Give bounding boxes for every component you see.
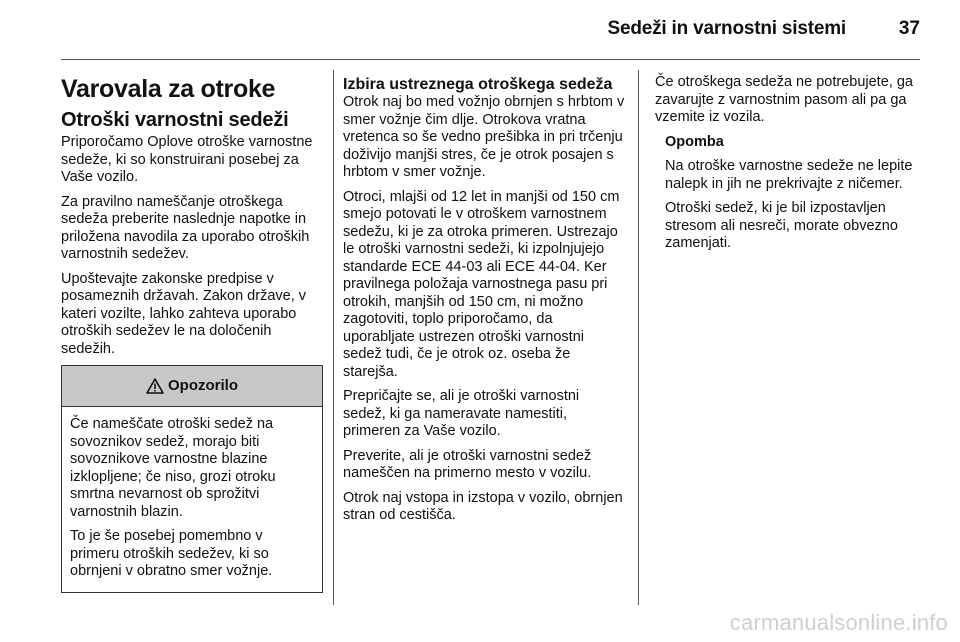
- warning-body: [62, 407, 322, 592]
- body-paragraph: Za pravilno nameščanje otroškega sedeža preberite naslednje napotke in priložena navodila za uporabo otroških varnostnih sedežev.: [61, 193, 310, 262]
- header-divider: [61, 59, 920, 60]
- block-title: Izbira ustreznega otroškega sedeža: [343, 76, 613, 93]
- column-divider: [638, 70, 639, 605]
- body-paragraph: Otrok naj vstopa in izstopa v vozilo, obrnjen stran od cestišča.: [343, 489, 623, 523]
- section-title: Varovala za otroke: [61, 75, 276, 103]
- warning-triangle-icon: [146, 378, 164, 394]
- note-paragraph: Na otroške varnostne sedeže ne lepite nalepk in jih ne prekrivajte z ničemer.: [665, 158, 913, 192]
- note-title: Opomba: [665, 133, 724, 150]
- warning-header: [62, 366, 322, 407]
- body-paragraph: Upoštevajte zakonske predpise v posameznih državah. Zakon države, v kateri vozilte, lahko zahteva uporabo otroških sedežev le na določenih sedežih.: [61, 270, 307, 357]
- page-number: 37: [898, 18, 920, 39]
- column-left: [61, 74, 323, 593]
- body-paragraph: Prepričajte se, ali je otroški varnostni sedež, ki ga nameravate namestiti, primeren za Vaše vozilo.: [343, 388, 580, 439]
- warning-paragraph: To je še posebej pomembno v primeru otroških sedežev, ki so obrnjeni v obratno smer vožnje.: [70, 528, 273, 579]
- column-right: [655, 74, 920, 260]
- watermark: carmanualsonline.info: [729, 610, 948, 635]
- body-paragraph: Otroci, mlajši od 12 let in manjši od 150 cm smejo potovati le v otroškem varnostnem sedežu, ki je za otroka primeren. Ustrezajo le otroški varnostni sedeži, ki izpolnjujejo standarde ECE 44-03 ali ECE 44-04. Ker pravilnega položaja varnostnega pasu pri otrokih, manjših od 150 cm, ni možno zagotoviti, toplo priporočamo, da uporabljate ustrezen otroški varnostni sedež tudi, če je otrok oz. oseba že starejša.: [343, 188, 620, 380]
- body-paragraph: Če otroškega sedeža ne potrebujete, ga zavarujte z varnostnim pasom ali pa ga vzemite iz vozila.: [655, 74, 913, 125]
- column-divider: [333, 70, 334, 605]
- note-block: [655, 134, 920, 253]
- page-header-title: Sedeži in varnostni sistemi: [607, 18, 846, 39]
- body-paragraph: Otrok naj bo med vožnjo obrnjen s hrbtom v smer vožnje čim dlje. Otrokova vratna vretenca so še vedno prešibka in pri trčenju doživijo manjši stres, če je otrok posajen s hrbtom v smer vožnje.: [343, 94, 625, 180]
- note-paragraph: Otroški sedež, ki je bil izpostavljen stresom ali nesreči, morate obvezno zamenjati.: [665, 200, 898, 251]
- subsection-title: Otroški varnostni sedeži: [61, 109, 289, 131]
- warning-title: Opozorilo: [168, 377, 238, 395]
- body-paragraph: Priporočamo Oplove otroške varnostne sedeže, ki so konstruirani posebej za Vaše vozilo.: [61, 134, 313, 185]
- body-paragraph: Preverite, ali je otroški varnostni sedež nameščen na primerno mesto v vozilu.: [343, 447, 592, 481]
- warning-paragraph: Če nameščate otroški sedež na sovoznikov sedež, morajo biti sovoznikove varnostne blazine izklopljene; če niso, grozi otroku smrtna nevarnost ob sprožitvi varnostnih blazin.: [70, 416, 276, 520]
- warning-box: [61, 365, 323, 593]
- column-middle: [343, 74, 625, 532]
